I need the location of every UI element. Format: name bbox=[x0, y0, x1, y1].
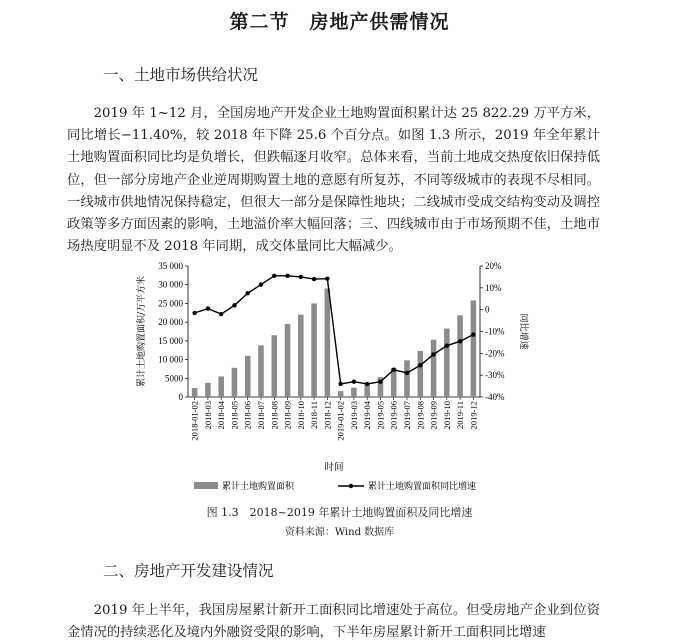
bar bbox=[285, 324, 291, 397]
bar bbox=[218, 376, 224, 397]
growth-point bbox=[338, 382, 342, 386]
legend-bar-swatch bbox=[194, 482, 218, 489]
x-tick-label: 2019-12 bbox=[468, 401, 479, 430]
combo-bar-line-chart bbox=[128, 258, 538, 540]
left-tick-label: 15 000 bbox=[158, 335, 183, 346]
x-tick-label: 2019-09 bbox=[428, 401, 439, 430]
right-tick-label: -40% bbox=[485, 392, 505, 402]
left-tick-label: 25 000 bbox=[158, 298, 183, 309]
right-tick-label: -30% bbox=[485, 370, 505, 381]
x-tick-label: 2019-04 bbox=[362, 401, 373, 430]
bar bbox=[205, 383, 211, 397]
growth-point bbox=[471, 332, 475, 336]
x-tick-label: 2018-08 bbox=[269, 401, 280, 430]
bar bbox=[417, 351, 423, 397]
growth-point bbox=[378, 380, 382, 384]
left-tick-label: 0 bbox=[178, 392, 183, 402]
x-tick-label: 2018-12 bbox=[322, 401, 333, 430]
growth-point bbox=[431, 352, 435, 356]
bar bbox=[232, 368, 238, 397]
growth-point bbox=[219, 312, 223, 316]
left-tick-label: 35 000 bbox=[158, 261, 183, 271]
x-tick-label: 2019-10 bbox=[441, 401, 452, 430]
left-tick-label: 5000 bbox=[165, 373, 183, 384]
growth-point bbox=[352, 380, 356, 384]
right-tick-label: 20% bbox=[485, 261, 502, 271]
growth-point bbox=[365, 382, 369, 386]
growth-point bbox=[458, 339, 462, 343]
x-tick-label: 2018-05 bbox=[229, 401, 240, 430]
growth-point bbox=[232, 303, 236, 307]
left-tick-label: 30 000 bbox=[158, 279, 183, 290]
bar bbox=[338, 391, 344, 397]
x-tick-label: 2018-07 bbox=[256, 401, 266, 430]
bar bbox=[258, 345, 264, 397]
growth-point bbox=[418, 363, 422, 367]
x-tick-label: 2019-03 bbox=[348, 401, 359, 430]
x-tick-label: 2019-01-02 bbox=[335, 401, 346, 441]
growth-point bbox=[405, 371, 409, 375]
bar bbox=[391, 368, 397, 397]
x-tick-label: 2018-01-02 bbox=[189, 401, 200, 441]
section-title: 第二节 房地产供需情况 bbox=[229, 11, 450, 33]
x-axis-title: 时间 bbox=[324, 462, 344, 473]
right-tick-label: -10% bbox=[485, 326, 505, 337]
figure-caption: 图 1.3 2018~2019 年累计土地购置面积及同比增速 bbox=[206, 506, 473, 519]
subsection-heading-development: 二、房地产开发建设情况 bbox=[103, 562, 274, 580]
x-tick-label: 2019-05 bbox=[375, 401, 386, 430]
growth-point bbox=[192, 311, 196, 315]
x-tick-label: 2018-09 bbox=[282, 401, 293, 430]
bar bbox=[271, 335, 277, 397]
growth-point bbox=[285, 274, 289, 278]
bar bbox=[457, 315, 463, 397]
paragraph-development: 2019 年上半年，我国房屋累计新开工面积同比增速处于高位。但受房地产企业到位资金情况的持续恶化及境内外融资受限的影响，下半年房屋累计新开工面积同比增速 bbox=[67, 603, 600, 641]
x-tick-label: 2018-11 bbox=[309, 401, 320, 430]
bar bbox=[431, 340, 437, 397]
x-tick-label: 2019-07 bbox=[402, 401, 412, 430]
growth-point bbox=[312, 277, 316, 281]
y2-axis-title: 同比增速 bbox=[518, 313, 528, 350]
growth-point bbox=[299, 275, 303, 279]
legend-line-label: 累计土地购置面积同比增速 bbox=[368, 482, 477, 492]
bar bbox=[325, 288, 331, 397]
bar bbox=[444, 329, 450, 397]
bar bbox=[351, 388, 357, 397]
subsection-heading-land-supply: 一、土地市场供给状况 bbox=[103, 66, 259, 84]
x-tick-label: 2018-10 bbox=[295, 401, 306, 430]
bar bbox=[311, 303, 317, 397]
right-tick-label: 10% bbox=[485, 282, 502, 293]
chart-figure bbox=[128, 258, 538, 540]
x-tick-label: 2018-06 bbox=[242, 401, 253, 430]
legend-bar-label: 累计土地购置面积 bbox=[222, 482, 295, 492]
bar bbox=[404, 360, 410, 397]
x-tick-label: 2019-08 bbox=[415, 401, 426, 430]
right-tick-label: -20% bbox=[485, 348, 505, 359]
growth-point bbox=[272, 274, 276, 278]
growth-point bbox=[259, 282, 263, 286]
figure-source: 资料来源：Wind 数据库 bbox=[284, 527, 395, 538]
bar bbox=[471, 300, 477, 397]
bar bbox=[298, 315, 304, 397]
legend-line-marker bbox=[349, 484, 353, 488]
bar bbox=[192, 388, 198, 397]
left-tick-label: 20 000 bbox=[158, 317, 183, 328]
left-tick-label: 10 000 bbox=[158, 354, 183, 365]
right-tick-label: 0 bbox=[485, 304, 490, 315]
bar bbox=[245, 356, 251, 397]
x-tick-label: 2019-06 bbox=[388, 401, 399, 430]
growth-point bbox=[246, 291, 250, 295]
growth-point bbox=[325, 276, 329, 280]
growth-point bbox=[445, 343, 449, 347]
x-tick-label: 2018-03 bbox=[202, 401, 213, 430]
growth-point bbox=[206, 306, 210, 310]
x-tick-label: 2019-11 bbox=[455, 401, 466, 430]
y-axis-title: 累计土地购置面积/万平方米 bbox=[137, 275, 147, 388]
x-tick-label: 2018-04 bbox=[216, 401, 227, 430]
growth-point bbox=[392, 368, 396, 372]
paragraph-land-supply: 2019 年 1~12 月，全国房地产开发企业土地购置面积累计达 25 822.29 万平方米，同比增长−11.40%，较 2018 年下降 25.6 个百分点。如图 1.3 所示，2019 年全年累计土地购置面积同比均是负增长，但跌幅逐月收窄。总体来看，当前土地成交热度依旧保持低位，但一部分房地产企业逆周期购置土地的意愿有所复苏，不同等级城市的表现不尽相同。一线城市供地情况保持稳定，但很大一部分是保障性地块；二线城市受成交结构变动及调控政策等多方面因素的影响，土地溢价率大幅回落；三、四线城市由于市场预期不佳，土地市场热度明显不及 2018 年同期，成交体量同比大幅减少。 bbox=[67, 106, 600, 255]
